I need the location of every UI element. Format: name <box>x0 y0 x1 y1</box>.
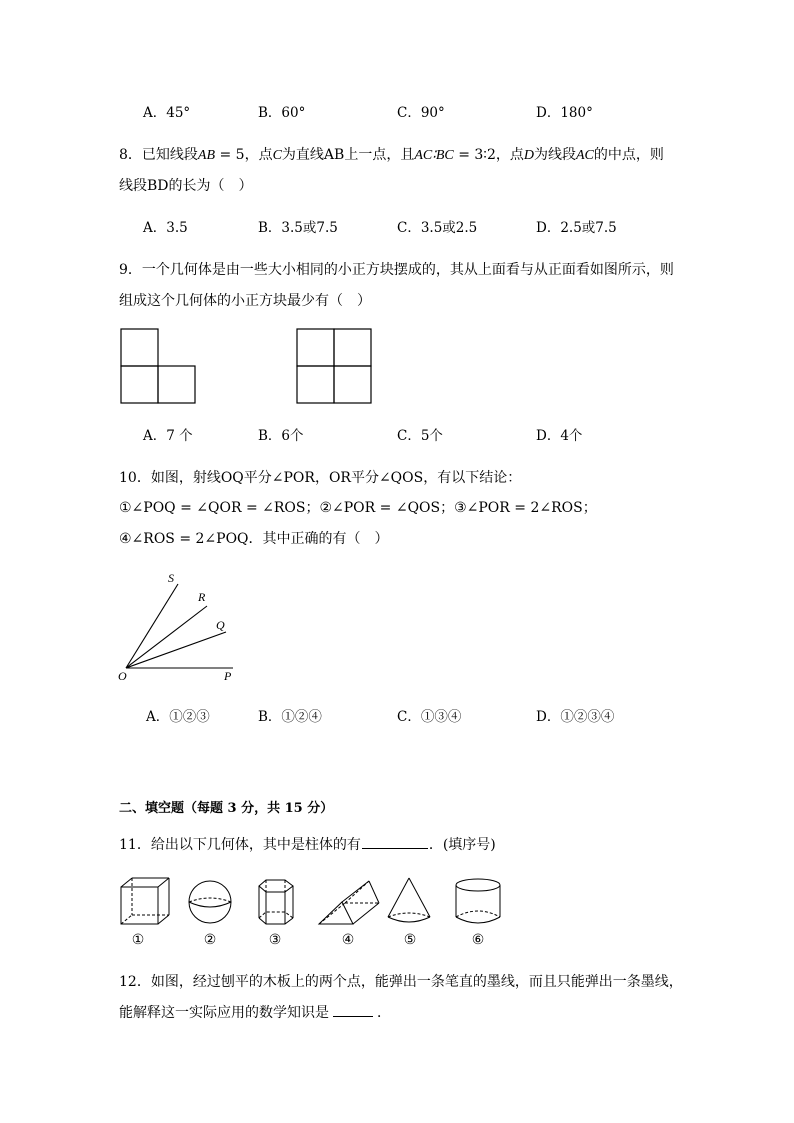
q8-option-a: A．3.5 <box>143 220 188 236</box>
solid-label-3: ③ <box>268 933 282 948</box>
q8-text-6: 的中点，则 <box>593 147 664 163</box>
q8-text-2: = 5，点 <box>215 147 273 163</box>
solid-triangular-prism <box>319 881 379 924</box>
q12-line2 <box>119 1002 391 1023</box>
q7-option-b: B．60° <box>258 105 306 121</box>
q8-text-3: 为直线AB上一点，且 <box>281 147 415 163</box>
q8-text-5: 为线段 <box>533 147 576 163</box>
q9-option-a: A．7 个 <box>143 428 193 444</box>
q12-line1: 12．如图，经过刨平的木板上的两个点，能弹出一条笔直的墨线，而且只能弹出一条墨线， <box>119 974 683 990</box>
q10-angle-figure <box>112 566 242 686</box>
q10-option-c: C．①③④ <box>397 709 462 725</box>
q9-option-b: B．6个 <box>258 428 304 444</box>
q7-option-c: C．90° <box>397 105 445 121</box>
q8-d: D <box>523 148 534 163</box>
q8-option-c: C．3.5或2.5 <box>397 220 478 236</box>
solid-cube <box>121 878 169 924</box>
q8-text-4: = 3∶2，点 <box>453 147 524 163</box>
q10-option-a: A．①②③ <box>146 709 210 725</box>
q9-line2: 组成这个几何体的小正方块最少有（ ） <box>119 293 371 309</box>
q9-front-view-square-4 <box>334 366 371 403</box>
label-p: P <box>224 669 232 683</box>
q12-answer-blank[interactable] <box>333 1002 373 1017</box>
section-2-title: 二、填空题（每题 3 分，共 15 分） <box>119 801 334 816</box>
q9-option-d: D．4个 <box>536 428 583 444</box>
q8-text-1: 8．已知线段 <box>119 147 198 163</box>
solid-label-2: ② <box>203 933 217 948</box>
solid-label-6: ⑥ <box>471 933 485 948</box>
q8-option-d: D．2.5或7.5 <box>536 220 617 236</box>
q9-line1: 9．一个几何体是由一些大小相同的小正方块摆成的，其从上面看与从正面看如图所示，则 <box>119 262 674 278</box>
q11-text-post: ．(填序号) <box>428 837 496 853</box>
solid-label-1: ① <box>131 933 145 948</box>
q9-front-view-figure <box>291 323 381 408</box>
label-r: R <box>198 590 206 604</box>
q8-c: C <box>272 148 282 163</box>
q12-text-pre: 能解释这一实际应用的数学知识是 <box>119 1005 329 1021</box>
solid-cylinder <box>456 879 500 923</box>
q10-line2: ①∠POQ = ∠QOR = ∠ROS；②∠POR = ∠QOS；③∠POR = 2∠ROS； <box>119 500 597 516</box>
q8-line1 <box>119 145 664 166</box>
solid-label-4: ④ <box>341 933 355 948</box>
q11-text-pre: 11．给出以下几何体，其中是柱体的有 <box>119 837 361 853</box>
q11-answer-blank[interactable] <box>362 834 428 849</box>
q7-option-a: A．45° <box>143 105 191 121</box>
q9-front-view-square-1 <box>297 329 334 366</box>
solid-label-5: ⑤ <box>403 933 417 948</box>
ray-or <box>126 606 207 668</box>
q11-solids-figure <box>112 872 512 952</box>
q8-ac: AC <box>575 148 594 163</box>
label-s: S <box>168 571 174 585</box>
q9-front-view-square-3 <box>297 366 334 403</box>
q9-top-view-square-2 <box>121 366 158 403</box>
q9-option-c: C．5个 <box>397 428 443 444</box>
solid-hexagonal-prism <box>259 880 293 924</box>
q10-option-d: D．①②③④ <box>536 709 615 725</box>
q10-line3: ④∠ROS = 2∠POQ．其中正确的有（ ） <box>119 531 389 547</box>
q9-top-view-square-1 <box>121 329 158 366</box>
q10-option-b: B．①②④ <box>258 709 322 725</box>
q7-option-d: D．180° <box>536 105 593 121</box>
q8-ab: AB <box>197 148 216 163</box>
solid-sphere <box>189 881 231 923</box>
ray-os <box>126 584 178 668</box>
label-q: Q <box>216 618 225 632</box>
solid-cone <box>388 878 430 922</box>
q10-line1: 10．如图，射线OQ平分∠POR，OR平分∠QOS，有以下结论： <box>119 470 522 486</box>
label-o: O <box>118 669 127 683</box>
q8-line2: 线段BD的长为（ ） <box>119 178 253 194</box>
ray-oq <box>126 632 226 668</box>
q11-line <box>119 834 496 855</box>
q9-top-view-figure <box>115 323 205 408</box>
q8-option-b: B．3.5或7.5 <box>258 220 338 236</box>
q8-ratio: AC∶BC <box>414 148 454 163</box>
q12-text-post: ． <box>377 1005 391 1021</box>
q9-top-view-square-3 <box>158 366 195 403</box>
q9-front-view-square-2 <box>334 329 371 366</box>
